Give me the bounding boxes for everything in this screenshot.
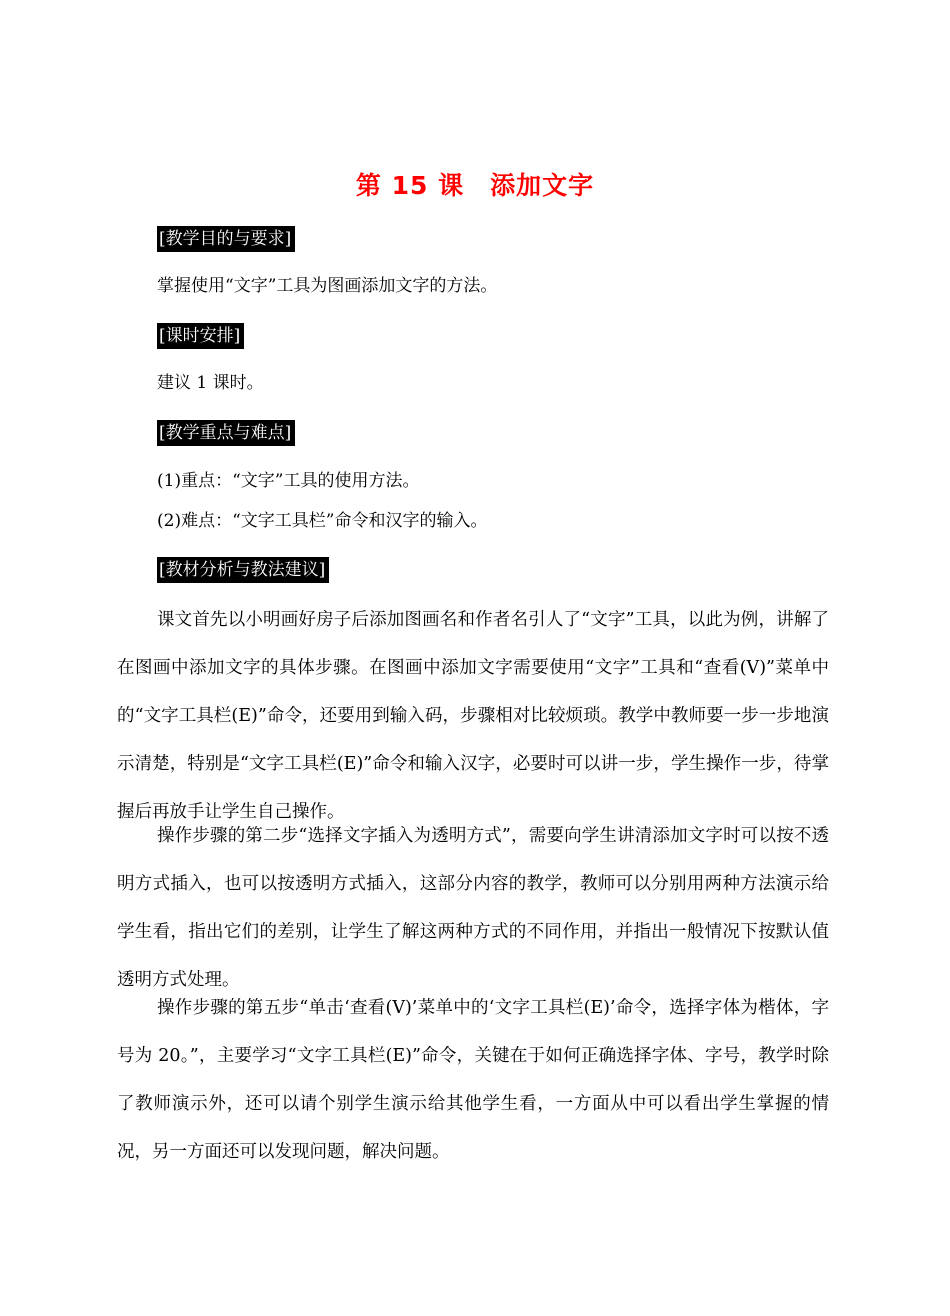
page-title: 第 15 课 添加文字 xyxy=(355,171,595,200)
section-heading-schedule: [课时安排] xyxy=(157,323,244,349)
analysis-paragraph: 操作步骤的第二步“选择文字插入为透明方式”，需要向学生讲清添加文字时可以按不透明方式插入，也可以按透明方式插入，这部分内容的教学，教师可以分别用两种方法演示给学生看，指出它们的差别，让学生了解这两种方式的不同作用，并指出一般情况下按默认值透明方式处理。 xyxy=(117,826,829,990)
goals-text: 掌握使用“文字”工具为图画添加文字的方法。 xyxy=(157,276,498,296)
section-heading-keypoints: [教学重点与难点] xyxy=(157,420,295,446)
section-heading-analysis: [教材分析与教法建议] xyxy=(157,557,329,583)
schedule-text: 建议 1 课时。 xyxy=(157,373,264,393)
keypoint-item: (1)重点：“文字”工具的使用方法。 xyxy=(157,471,420,491)
section-heading-goals: [教学目的与要求] xyxy=(157,226,295,252)
analysis-paragraph: 课文首先以小明画好房子后添加图画名和作者名引人了“文字”工具，以此为例，讲解了在图画中添加文字的具体步骤。在图画中添加文字需要使用“文字”工具和“查看(V)”菜单中的“文字工具栏(E)”命令，还要用到输入码，步骤相对比较烦琐。教学中教师要一步一步地演示清楚，特别是“文字工具栏(E)”命令和输入汉字，必要时可以讲一步，学生操作一步，待掌握后再放手让学生自己操作。 xyxy=(117,610,829,822)
keypoint-item: (2)难点：“文字工具栏”命令和汉字的输入。 xyxy=(157,511,488,531)
analysis-paragraph: 操作步骤的第五步“单击‘查看(V)’菜单中的‘文字工具栏(E)’命令，选择字体为楷体，字号为 20。”，主要学习“文字工具栏(E)”命令，关键在于如何正确选择字体、字号，教学时除了教师演示外，还可以请个别学生演示给其他学生看，一方面从中可以看出学生掌握的情况，另一方面还可以发现问题，解决问题。 xyxy=(117,998,829,1162)
